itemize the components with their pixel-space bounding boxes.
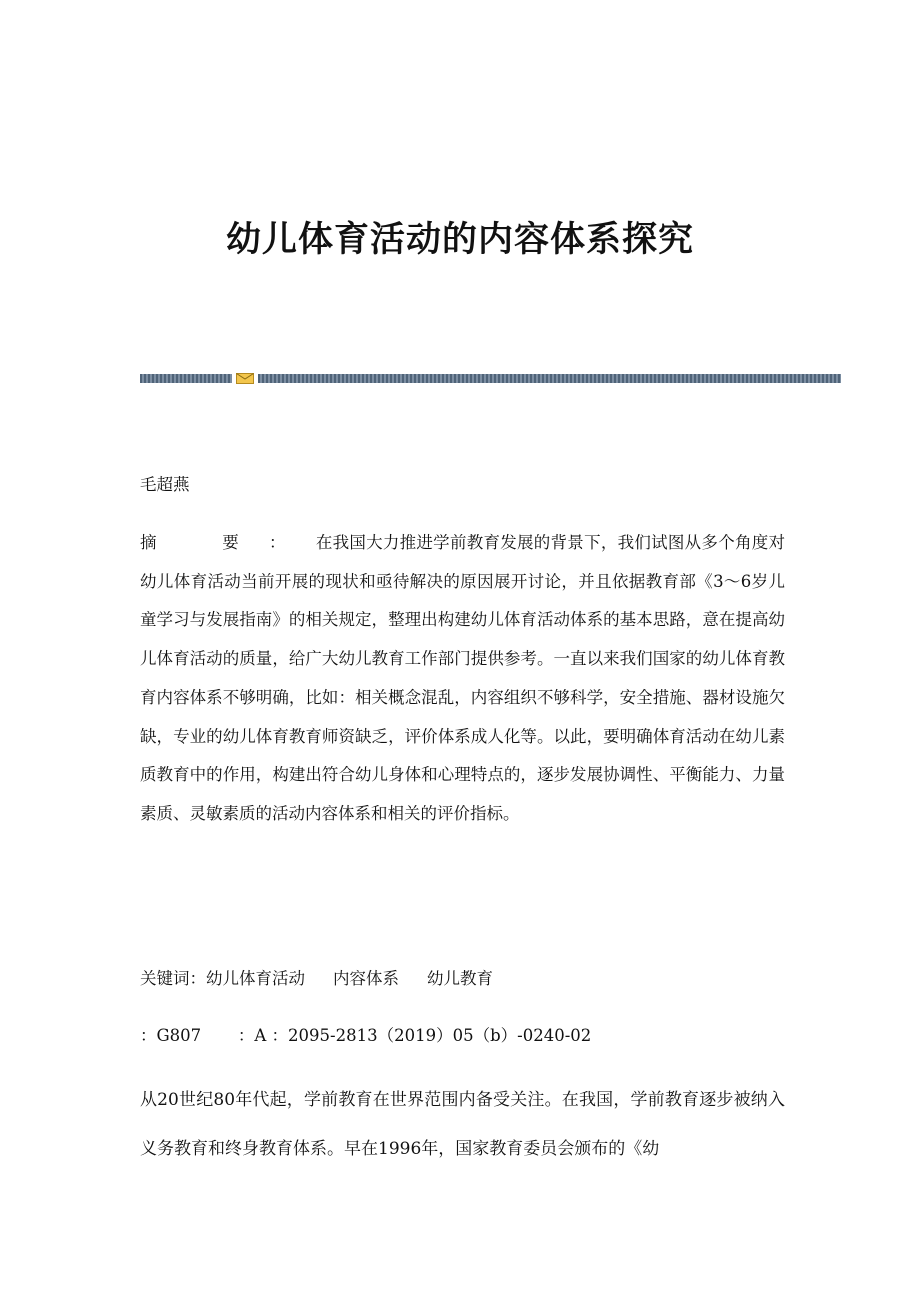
keyword-item: 幼儿教育 bbox=[427, 969, 493, 988]
body-paragraph: 从20世纪80年代起，学前教育在世界范围内备受关注。在我国，学前教育逐步被纳入义务教育和终身教育体系。早在1996年，国家教育委员会颁布的《幼 bbox=[140, 1090, 785, 1159]
abstract bbox=[140, 524, 785, 834]
abstract-label: 摘 要： bbox=[140, 533, 316, 552]
envelope-icon bbox=[236, 373, 254, 384]
keyword-item: 幼儿体育活动 bbox=[206, 969, 305, 988]
keywords-label: 关键词： bbox=[140, 969, 206, 988]
classification-line: ：G807 ：A ：2095-2813（2019）05（b）-0240-02 bbox=[140, 1026, 592, 1045]
keyword-item: 内容体系 bbox=[333, 969, 399, 988]
title-divider-right bbox=[258, 374, 841, 383]
document-title: 幼儿体育活动的内容体系探究 bbox=[225, 220, 694, 260]
title-divider-left bbox=[140, 374, 232, 383]
keywords bbox=[140, 962, 785, 996]
abstract-text: 在我国大力推进学前教育发展的背景下，我们试图从多个角度对幼儿体育活动当前开展的现状和亟待解决的原因展开讨论，并且依据教育部《3～6岁儿童学习与发展指南》的相关规定，整理出构建幼儿体育活动体系的基本思路，意在提高幼儿体育活动的质量，给广大幼儿教育工作部门提供参考。一直以来我们国家的幼儿体育教育内容体系不够明确，比如：相关概念混乱，内容组织不够科学，安全措施、器材设施欠缺，专业的幼儿体育教育师资缺乏，评价体系成人化等。以此，要明确体育活动在幼儿素质教育中的作用，构建出符合幼儿身体和心理特点的，逐步发展协调性、平衡能力、力量素质、灵敏素质的活动内容体系和相关的评价指标。 bbox=[140, 533, 785, 823]
author-name: 毛超燕 bbox=[140, 475, 190, 494]
